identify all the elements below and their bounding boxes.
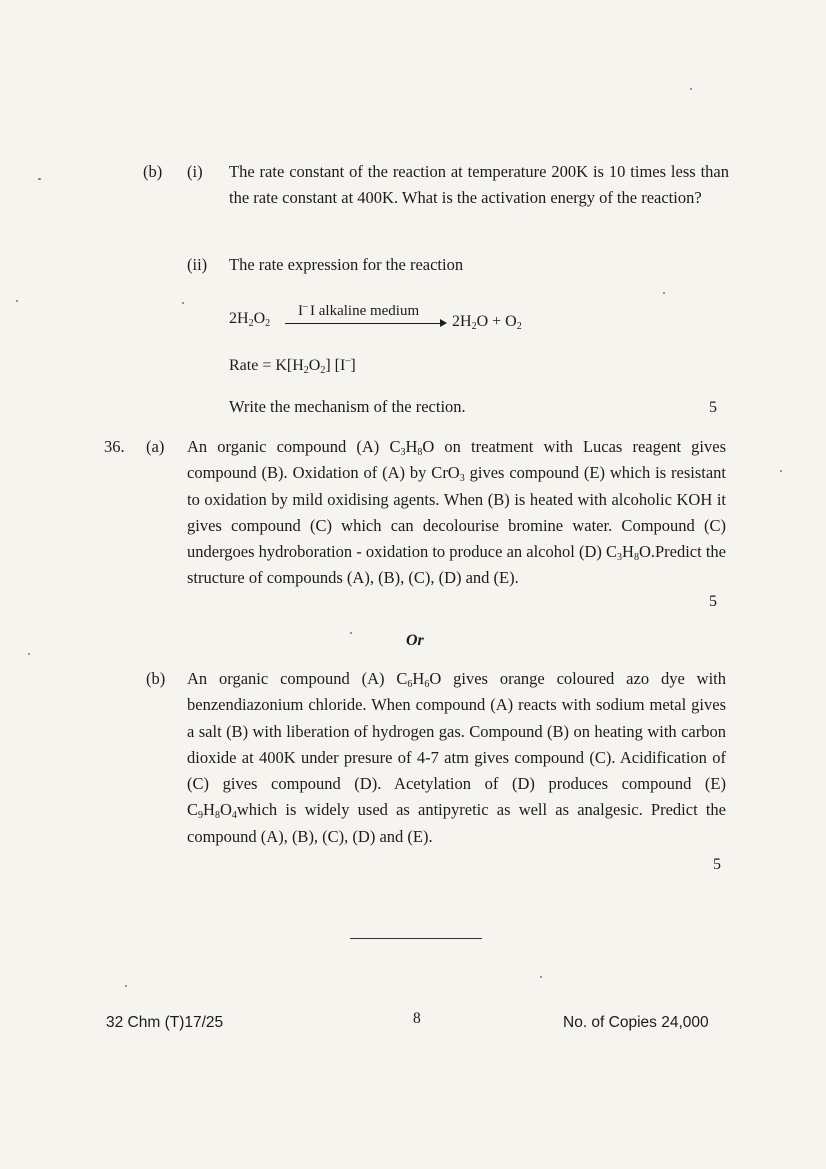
question-36a-text: An organic compound (A) $C_3H_8O$ on treatment with Lucas reagent gives compound (B). Oxidation of (A) by CrO$_3$ gives compound (E) which is resistant to oxidation by mild oxidising agents. When (B) is heated with alcoholic KOH it gives compound (C) which can decolourise bromine water. Compound (C) undergoes hydroboration - oxidation to produce an alcohol (D) $C_3H_8O.Predict$ the structure of compounds (A), (B), (C), (D) and (E). xyxy=(187,437,727,588)
sub-question-ii-label: (ii) xyxy=(187,255,208,274)
sub-question-i-label: (i) xyxy=(187,162,203,181)
sub-question-ii-intro: The rate expression for the reaction xyxy=(229,255,464,274)
footer-code: 32 Chm (T)17/25 xyxy=(106,1014,224,1031)
scan-speck xyxy=(780,470,782,472)
scan-speck xyxy=(182,302,184,304)
question-36-number: 36. xyxy=(104,437,125,456)
end-rule xyxy=(350,938,482,939)
scan-speck xyxy=(690,88,692,90)
sub-question-i-text: The rate constant of the reaction at temperature 200K is 10 times less than the rate constant at 400K. What is the activation energy of the reaction? xyxy=(229,162,729,207)
scan-speck xyxy=(16,300,18,302)
q35b-marks: 5 xyxy=(709,399,717,416)
question-35b-label: (b) xyxy=(143,162,163,181)
scan-speck xyxy=(350,632,352,634)
reaction-arrow-head xyxy=(440,319,447,327)
question-36b-text: An organic compound (A) $C_6H_6O$ gives orange coloured azo dye with benzendiazonium chloride. When compound (A) reacts with sodium metal gives a salt (B) with liberation of hydrogen gas. Compound (B) on heating with carbon dioxide at 400K under presure of 4-7 atm gives compound (C). Acidification of (C) gives compound (D). Acetylation of (D) produces compound (E) $C_9H_8O_4which$ is widely used as antipyretic as well as analgesic. Predict the compound (A), (B), (C), (D) and (E). xyxy=(187,669,726,846)
sub-question-ii-instruction: Write the mechanism of the rection. xyxy=(229,397,466,416)
question-36a-label: (a) xyxy=(146,437,165,456)
rate-expression: Rate = $K[H_2O_2]$ [I–] xyxy=(229,355,356,376)
reaction-products: $2H_2O + O_2$ xyxy=(452,313,522,332)
question-36b-label: (b) xyxy=(146,669,166,688)
scan-speck xyxy=(663,292,665,294)
reaction-arrow-condition: I– I alkaline medium xyxy=(298,301,420,319)
q36a-marks: 5 xyxy=(709,593,717,610)
footer-copies: No. of Copies 24,000 xyxy=(563,1014,709,1031)
reaction-arrow xyxy=(285,323,441,324)
reaction-reactant: $2H_2O_2$ xyxy=(229,310,271,329)
footer-page-number: 8 xyxy=(413,1010,421,1027)
q36b-marks: 5 xyxy=(713,856,721,873)
scan-speck xyxy=(540,976,542,978)
scan-speck xyxy=(38,178,41,180)
or-separator: Or xyxy=(406,632,424,649)
scan-speck xyxy=(28,653,30,655)
scan-speck xyxy=(125,985,127,987)
